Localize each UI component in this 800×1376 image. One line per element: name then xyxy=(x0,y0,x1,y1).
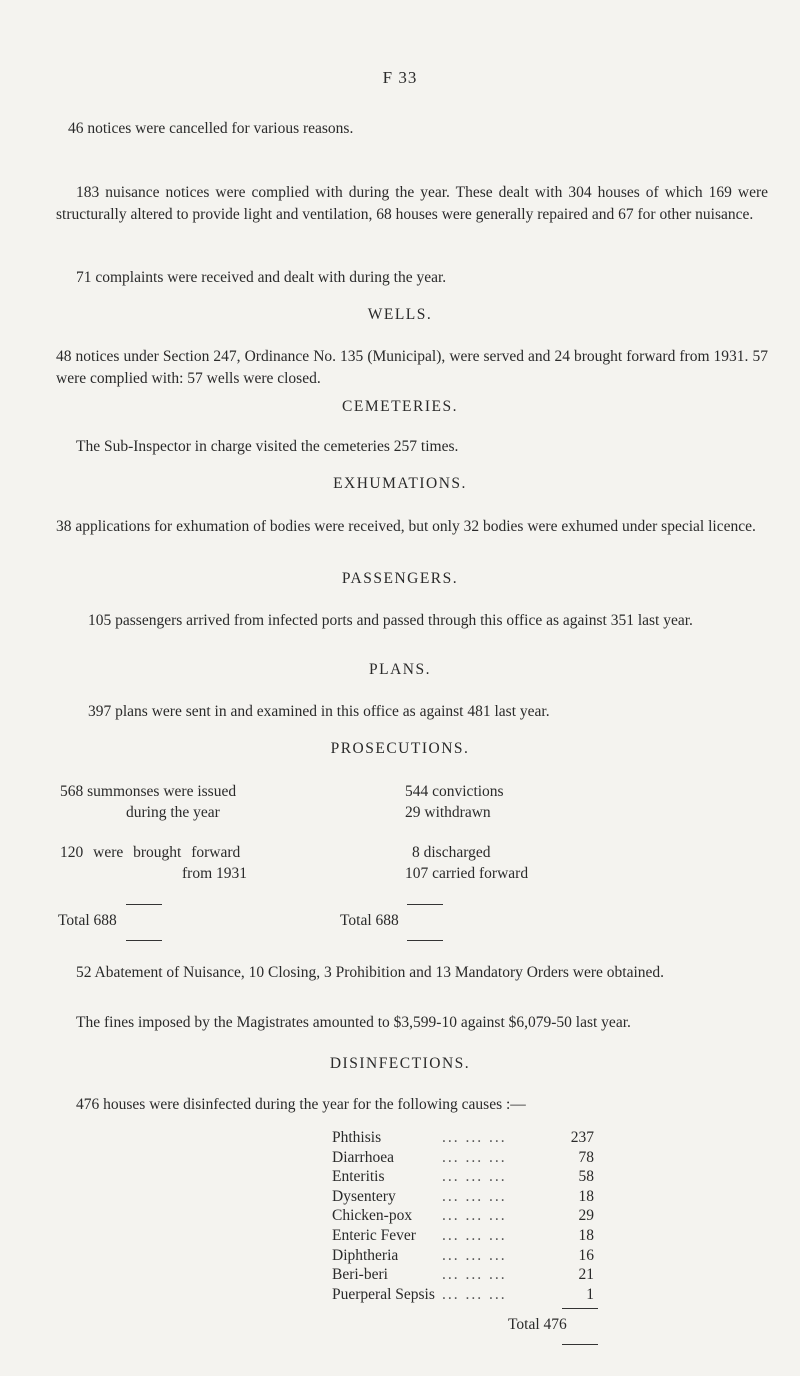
paragraph-fines: The fines imposed by the Magistrates amounted to $3,599-10 against $6,079-50 last year. xyxy=(76,1014,631,1031)
heading-cemeteries: CEMETERIES. xyxy=(342,398,458,415)
disinfection-total: Total 476 xyxy=(508,1316,567,1333)
paragraph-passengers: 105 passengers arrived from infected ports and passed through this office as against 351 last year. xyxy=(88,612,693,629)
paragraph-nuisance-notices: 183 nuisance notices were complied with during the year. These dealt with 304 houses of which 169 were structurally altered to provide light and ventilation, 68 houses were generally repaired and 67 for other nuisance. xyxy=(56,184,768,223)
cause-name: Dysentery xyxy=(332,1187,396,1205)
cause-count: 237 xyxy=(570,1129,594,1146)
heading-wells: WELLS. xyxy=(367,306,433,323)
cause-row xyxy=(332,1285,594,1305)
cause-leader-dots: ... ... ... xyxy=(442,1187,507,1205)
cause-name: Diphtheria xyxy=(332,1246,399,1264)
paragraph-plans: 397 plans were sent in and examined in this office as against 481 last year. xyxy=(88,703,550,720)
cause-leader-dots: ... ... ... xyxy=(442,1129,507,1146)
cause-name: Chicken-pox xyxy=(332,1207,413,1225)
cause-leader-dots: ... ... ... xyxy=(442,1207,507,1225)
cause-leader-dots: ... ... ... xyxy=(442,1246,507,1264)
cause-count: 18 xyxy=(578,1226,594,1244)
left-total-rule-top xyxy=(126,904,162,905)
cause-count: 29 xyxy=(578,1207,594,1225)
paragraph-exhumations: 38 applications for exhumation of bodies were received, but only 32 bodies were exhumed under special licence. xyxy=(56,518,756,535)
cause-leader-dots: ... ... ... xyxy=(442,1266,507,1284)
cause-name: Diarrhoea xyxy=(332,1148,394,1166)
heading-plans: PLANS. xyxy=(369,661,431,678)
cause-row xyxy=(332,1246,594,1266)
causes-total-rule-bottom xyxy=(562,1344,598,1345)
cause-count: 16 xyxy=(578,1246,594,1264)
paragraph-cemeteries: The Sub-Inspector in charge visited the cemeteries 257 times. xyxy=(76,438,459,455)
cause-leader-dots: ... ... ... xyxy=(442,1226,507,1244)
right-total-rule-top xyxy=(407,904,443,905)
withdrawn: 29 withdrawn xyxy=(405,804,491,821)
cause-row xyxy=(332,1226,594,1246)
paragraph-disinfections: 476 houses were disinfected during the year for the following causes :— xyxy=(76,1096,526,1113)
disinfection-causes-table xyxy=(332,1128,594,1304)
cause-row xyxy=(332,1206,594,1226)
heading-disinfections: DISINFECTIONS. xyxy=(329,1055,471,1072)
paragraph-wells: 48 notices under Section 247, Ordinance No. 135 (Municipal), were served and 24 brought forward from 1931. 57 were complied with: 57 wells were closed. xyxy=(56,348,768,387)
cause-row xyxy=(332,1148,594,1168)
summonses-issued: 568 summonses were issued xyxy=(60,783,237,800)
cause-row xyxy=(332,1167,594,1187)
cause-name: Phthisis xyxy=(332,1129,382,1146)
cause-name: Enteric Fever xyxy=(332,1226,416,1244)
cause-leader-dots: ... ... ... xyxy=(442,1285,507,1303)
left-total: Total 688 xyxy=(58,912,117,929)
brought-forward-cont: from 1931 xyxy=(182,865,248,882)
cause-row xyxy=(332,1187,594,1207)
right-total-rule-bottom xyxy=(407,940,443,941)
heading-prosecutions: PROSECUTIONS. xyxy=(330,740,470,757)
cause-row xyxy=(332,1128,594,1148)
cause-leader-dots: ... ... ... xyxy=(442,1168,507,1186)
cause-name: Puerperal Sepsis xyxy=(332,1285,435,1303)
paragraph-orders: 52 Abatement of Nuisance, 10 Closing, 3 Prohibition and 13 Mandatory Orders were obtained. xyxy=(76,964,665,981)
cause-name: Beri-beri xyxy=(332,1266,388,1284)
cause-count: 78 xyxy=(578,1148,594,1166)
left-total-rule-bottom xyxy=(126,940,162,941)
cause-row xyxy=(332,1265,594,1285)
discharged: 8 discharged xyxy=(412,844,491,861)
page-number: F 33 xyxy=(382,68,418,87)
cause-count: 58 xyxy=(578,1168,594,1186)
cause-count: 21 xyxy=(578,1266,594,1284)
heading-passengers: PASSENGERS. xyxy=(341,570,459,587)
cause-name: Enteritis xyxy=(332,1168,385,1186)
cause-count: 1 xyxy=(586,1285,594,1303)
summonses-issued-cont: during the year xyxy=(126,804,220,821)
paragraph-cancelled-notices: 46 notices were cancelled for various reasons. xyxy=(68,120,354,137)
cause-leader-dots: ... ... ... xyxy=(442,1148,507,1166)
heading-exhumations: EXHUMATIONS. xyxy=(333,475,467,492)
causes-total-rule-top xyxy=(562,1308,598,1309)
paragraph-complaints: 71 complaints were received and dealt with during the year. xyxy=(76,269,447,286)
carried-forward: 107 carried forward xyxy=(405,865,529,882)
brought-forward: 120 were brought forward xyxy=(60,844,241,861)
convictions: 544 convictions xyxy=(405,783,504,800)
right-total: Total 688 xyxy=(340,912,399,929)
cause-count: 18 xyxy=(578,1187,594,1205)
